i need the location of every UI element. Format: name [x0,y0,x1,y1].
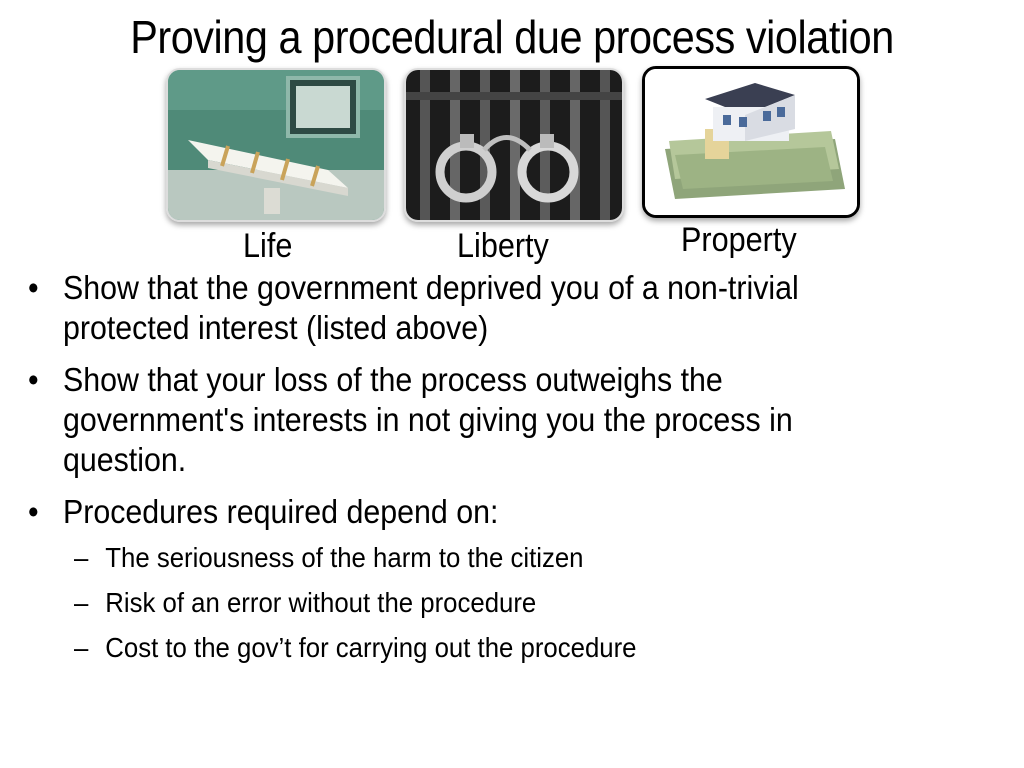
execution-chamber-image [166,68,386,222]
bullet-list [28,268,988,675]
bullet-item [28,492,911,532]
sub-bullet-item [28,585,911,621]
house-money-image [642,66,860,218]
caption-property: Property [681,221,797,259]
dash-marker: – [74,587,89,618]
bullet-item [28,268,911,348]
caption-life: Life [243,227,293,265]
sub-bullet-item [28,540,911,576]
sub-bullet-text: Cost to the gov’t for carrying out the procedure [105,632,637,663]
dash-marker: – [74,632,89,663]
bullet-item [28,360,911,480]
bullet-marker: • [28,493,39,530]
house-on-money-icon [645,69,857,215]
caption-liberty: Liberty [457,227,549,265]
bullet-marker: • [28,361,39,398]
slide-title: Proving a procedural due process violation [130,11,894,63]
sub-bullet-text: The seriousness of the harm to the citizen [105,542,584,573]
bullet-marker: • [28,269,39,306]
dash-marker: – [74,542,89,573]
sub-bullet-text: Risk of an error without the procedure [105,587,537,618]
bullet-text: Show that the government deprived you of a non-trivial protected interest (listed above) [62,269,799,346]
bullet-text: Show that your loss of the process outweighs the government's interests in not giving you the process in question. [62,361,793,478]
handcuffs-image [404,68,624,222]
gurney-icon [168,70,384,220]
bullet-text: Procedures required depend on: [62,493,499,530]
sub-bullet-item [28,630,911,666]
handcuffs-icon [406,70,622,220]
